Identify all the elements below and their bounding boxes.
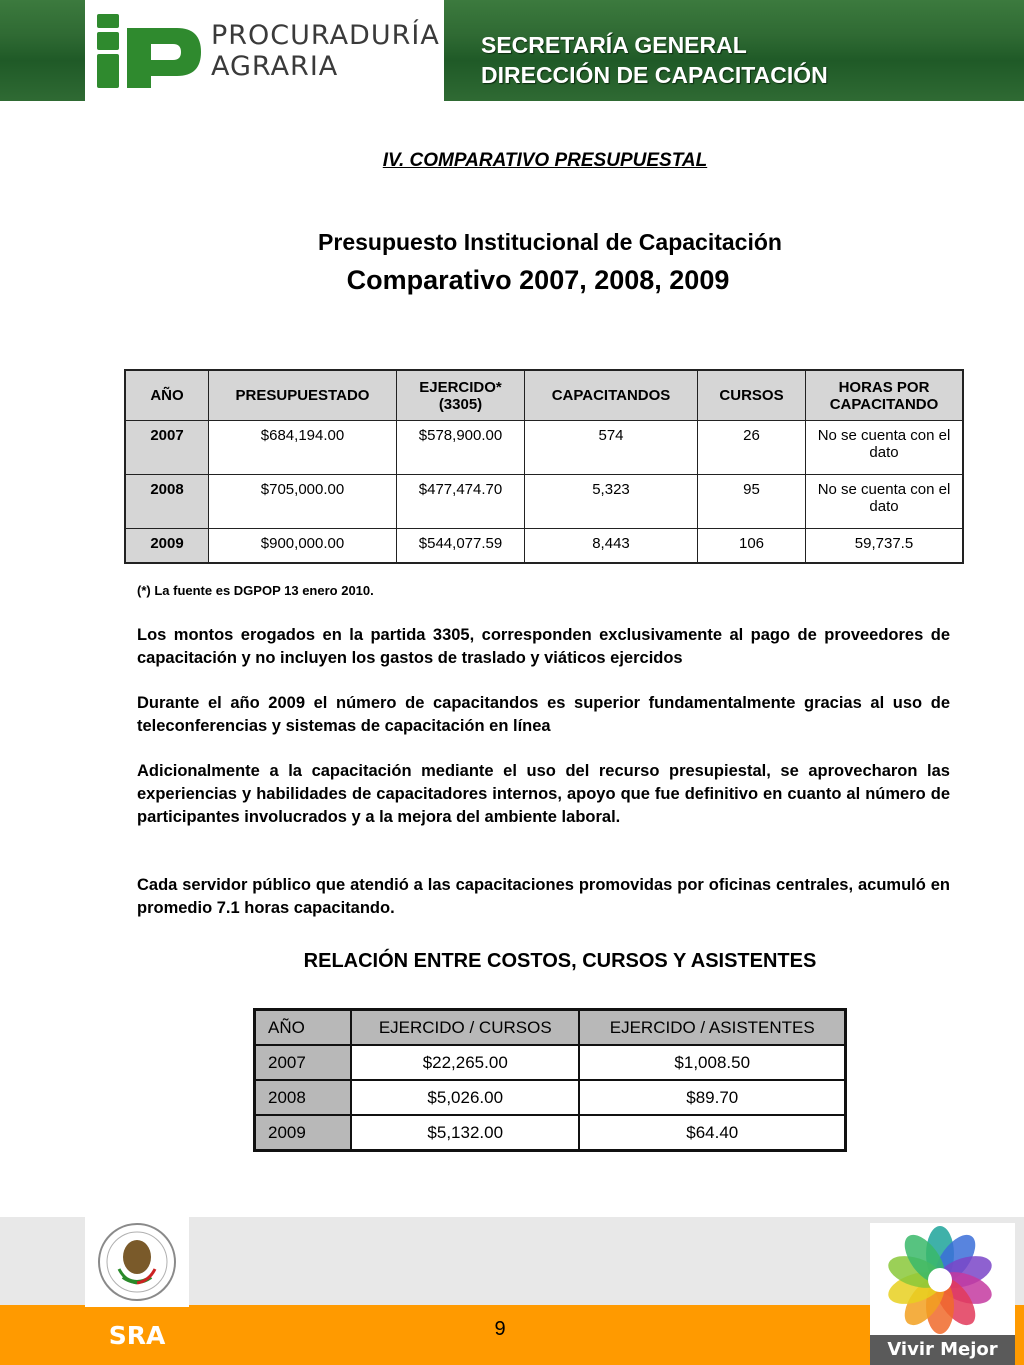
procuraduria-logo <box>85 0 444 101</box>
cell-hours: 59,737.5 <box>806 529 964 564</box>
header-title <box>481 30 828 90</box>
procuraduria-logo-icon <box>97 14 203 88</box>
col-header-budgeted: PRESUPUESTADO <box>209 370 397 421</box>
paragraph: Durante el año 2009 el número de capacitandos es superior fundamentalmente gracias al uso de teleconferencias y sistemas de capacitación en línea <box>137 694 950 735</box>
table-row <box>255 1115 846 1151</box>
cell-year: 2008 <box>255 1080 352 1115</box>
table-row <box>125 475 963 529</box>
mexico-seal-icon <box>85 1217 189 1307</box>
cell-hours: No se cuenta con el dato <box>806 475 964 529</box>
cell-year: 2009 <box>255 1115 352 1151</box>
cell-hours: No se cuenta con el dato <box>806 421 964 475</box>
document-title: Presupuesto Institucional de Capacitación <box>318 229 782 255</box>
table-row <box>125 421 963 475</box>
logo-line-1: PROCURADURÍA <box>211 20 440 51</box>
cell-courses: 106 <box>698 529 806 564</box>
cell-year: 2007 <box>125 421 209 475</box>
table-header-row <box>255 1010 846 1046</box>
vivir-mejor-logo <box>870 1223 1015 1365</box>
cell-cost-per-course: $5,132.00 <box>351 1115 579 1151</box>
relation-title: RELACIÓN ENTRE COSTOS, CURSOS Y ASISTENTES <box>303 950 817 972</box>
vivir-mejor-label: Vivir Mejor <box>870 1335 1015 1365</box>
cell-cost-per-course: $22,265.00 <box>351 1045 579 1080</box>
cell-courses: 95 <box>698 475 806 529</box>
logo-wordmark <box>211 20 440 82</box>
cost-relation-table <box>253 1008 847 1152</box>
cell-year: 2009 <box>125 529 209 564</box>
vivir-mejor-flower-icon <box>876 1225 1004 1335</box>
table-row <box>255 1080 846 1115</box>
cell-spent: $477,474.70 <box>397 475 525 529</box>
cell-spent: $578,900.00 <box>397 421 525 475</box>
document-subtitle: Comparativo 2007, 2008, 2009 <box>346 265 730 295</box>
section-title: IV. COMPARATIVO PRESUPUESTAL <box>382 150 708 171</box>
header-title-line-1: SECRETARÍA GENERAL <box>481 32 747 58</box>
col-header-cost-per-course: EJERCIDO / CURSOS <box>351 1010 579 1046</box>
page-number: 9 <box>494 1318 506 1340</box>
cell-spent: $544,077.59 <box>397 529 525 564</box>
cell-budgeted: $705,000.00 <box>209 475 397 529</box>
sra-logo <box>85 1217 189 1365</box>
paragraph: Adicionalmente a la capacitación mediante el uso del recurso presupiestal, se aprovecharon las experiencias y habilidades de capacitadores internos, apoyo que fue definitivo en cuanto al número de participantes involucrados y a la mejora del ambiente laboral. <box>137 762 950 826</box>
col-header-cost-per-attendee: EJERCIDO / ASISTENTES <box>579 1010 845 1046</box>
cell-year: 2007 <box>255 1045 352 1080</box>
cell-courses: 26 <box>698 421 806 475</box>
cell-cost-per-attendee: $64.40 <box>579 1115 845 1151</box>
header-title-line-2: DIRECCIÓN DE CAPACITACIÓN <box>481 62 828 88</box>
paragraph: Los montos erogados en la partida 3305, corresponden exclusivamente al pago de proveedores de capacitación y no incluyen los gastos de traslado y viáticos ejercidos <box>137 626 950 667</box>
col-header-trainees: CAPACITANDOS <box>525 370 698 421</box>
col-header-year: AÑO <box>125 370 209 421</box>
col-header-spent: EJERCIDO* (3305) <box>397 370 525 421</box>
cell-year: 2008 <box>125 475 209 529</box>
cell-cost-per-course: $5,026.00 <box>351 1080 579 1115</box>
source-note: (*) La fuente es DGPOP 13 enero 2010. <box>137 583 374 598</box>
cell-trainees: 574 <box>525 421 698 475</box>
table-row <box>255 1045 846 1080</box>
cell-trainees: 5,323 <box>525 475 698 529</box>
budget-comparison-table <box>124 369 964 564</box>
cell-cost-per-attendee: $1,008.50 <box>579 1045 845 1080</box>
col-header-courses: CURSOS <box>698 370 806 421</box>
cell-budgeted: $684,194.00 <box>209 421 397 475</box>
page-header <box>0 0 1024 101</box>
cell-trainees: 8,443 <box>525 529 698 564</box>
col-header-hours: HORAS POR CAPACITANDO <box>806 370 964 421</box>
table-row <box>125 529 963 564</box>
col-header-year: AÑO <box>255 1010 352 1046</box>
paragraph: Cada servidor público que atendió a las capacitaciones promovidas por oficinas centrales, acumuló en promedio 7.1 horas capacitando. <box>137 876 950 917</box>
logo-line-2: AGRARIA <box>211 51 339 82</box>
table-header-row <box>125 370 963 421</box>
sra-label: SRA <box>85 1307 189 1365</box>
cell-budgeted: $900,000.00 <box>209 529 397 564</box>
cell-cost-per-attendee: $89.70 <box>579 1080 845 1115</box>
